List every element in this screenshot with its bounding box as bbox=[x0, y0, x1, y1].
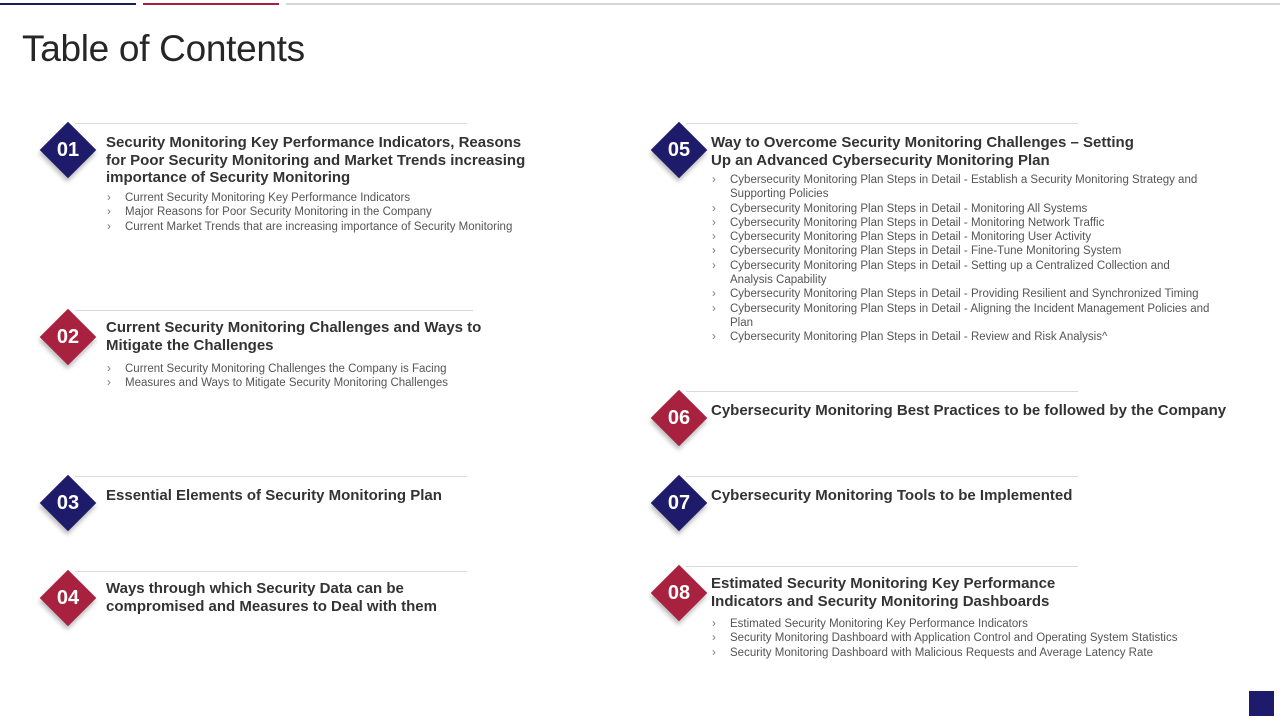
page-title: Table of Contents bbox=[22, 28, 305, 69]
section-title: Current Security Monitoring Challenges and Ways to Mitigate the Challenges bbox=[106, 319, 482, 354]
section-divider bbox=[686, 123, 1078, 124]
bullet-item: › Security Monitoring Dashboard with Malicious Requests and Average Latency Rate bbox=[712, 646, 1252, 660]
section-divider bbox=[686, 391, 1078, 392]
bullet-list bbox=[712, 173, 1212, 345]
section-divider bbox=[75, 476, 467, 477]
section-divider bbox=[75, 123, 467, 124]
top-accent-line-crimson bbox=[143, 3, 279, 5]
section-divider bbox=[686, 476, 1078, 477]
bullet-item: › Cybersecurity Monitoring Plan Steps in Detail - Providing Resilient and Synchronized Timing bbox=[712, 287, 1212, 301]
bullet-item: › Security Monitoring Dashboard with Application Control and Operating System Statistics bbox=[712, 631, 1252, 645]
section-title: Way to Overcome Security Monitoring Challenges – Setting Up an Advanced Cybersecurity Monitoring Plan bbox=[711, 134, 1134, 169]
bullet-item: › Measures and Ways to Mitigate Security Monitoring Challenges bbox=[107, 376, 487, 390]
bullet-item: › Cybersecurity Monitoring Plan Steps in Detail - Fine-Tune Monitoring System bbox=[712, 244, 1212, 258]
section-divider bbox=[686, 566, 1078, 567]
section-number: 05 bbox=[667, 139, 691, 161]
section-number: 04 bbox=[56, 587, 80, 609]
bullet-item: › Cybersecurity Monitoring Plan Steps in Detail - Monitoring All Systems bbox=[712, 202, 1212, 216]
section-divider bbox=[75, 310, 473, 311]
section-number: 06 bbox=[667, 407, 691, 429]
section-number: 03 bbox=[56, 492, 80, 514]
bullet-list bbox=[107, 191, 547, 234]
bullet-item: › Cybersecurity Monitoring Plan Steps in Detail - Establish a Security Monitoring Strategy and Supporting Policies bbox=[712, 173, 1212, 202]
section-title: Security Monitoring Key Performance Indicators, Reasons for Poor Security Monitoring and Market Trends increasing importance of Security Monitoring bbox=[106, 134, 526, 186]
bullet-item: › Current Market Trends that are increasing importance of Security Monitoring bbox=[107, 220, 547, 234]
corner-square-decoration bbox=[1249, 691, 1274, 716]
bullet-item: › Cybersecurity Monitoring Plan Steps in Detail - Monitoring User Activity bbox=[712, 230, 1212, 244]
bullet-item: › Estimated Security Monitoring Key Performance Indicators bbox=[712, 617, 1252, 631]
bullet-item: › Cybersecurity Monitoring Plan Steps in Detail - Aligning the Incident Management Policies and Plan bbox=[712, 302, 1212, 331]
top-accent-line-gray bbox=[286, 3, 1280, 5]
bullet-item: › Current Security Monitoring Challenges the Company is Facing bbox=[107, 362, 487, 376]
bullet-item: › Cybersecurity Monitoring Plan Steps in Detail - Setting up a Centralized Collection and Analysis Capability bbox=[712, 259, 1212, 288]
section-title: Estimated Security Monitoring Key Performance Indicators and Security Monitoring Dashboards bbox=[711, 575, 1056, 610]
section-title: Essential Elements of Security Monitoring Plan bbox=[106, 487, 442, 504]
section-title: Cybersecurity Monitoring Tools to be Implemented bbox=[711, 487, 1073, 504]
section-number: 08 bbox=[667, 582, 691, 604]
section-title: Ways through which Security Data can be compromised and Measures to Deal with them bbox=[106, 580, 437, 615]
section-number: 07 bbox=[667, 492, 691, 514]
bullet-list bbox=[107, 362, 487, 391]
bullet-list bbox=[712, 617, 1252, 660]
bullet-item: › Cybersecurity Monitoring Plan Steps in Detail - Review and Risk Analysis^ bbox=[712, 330, 1212, 344]
section-title: Cybersecurity Monitoring Best Practices to be followed by the Company bbox=[711, 402, 1227, 419]
section-number: 01 bbox=[56, 139, 80, 161]
section-number: 02 bbox=[56, 326, 80, 348]
section-divider bbox=[75, 571, 467, 572]
bullet-item: › Major Reasons for Poor Security Monitoring in the Company bbox=[107, 205, 547, 219]
bullet-item: › Current Security Monitoring Key Performance Indicators bbox=[107, 191, 547, 205]
top-accent-line-navy bbox=[0, 3, 136, 5]
bullet-item: › Cybersecurity Monitoring Plan Steps in Detail - Monitoring Network Traffic bbox=[712, 216, 1212, 230]
